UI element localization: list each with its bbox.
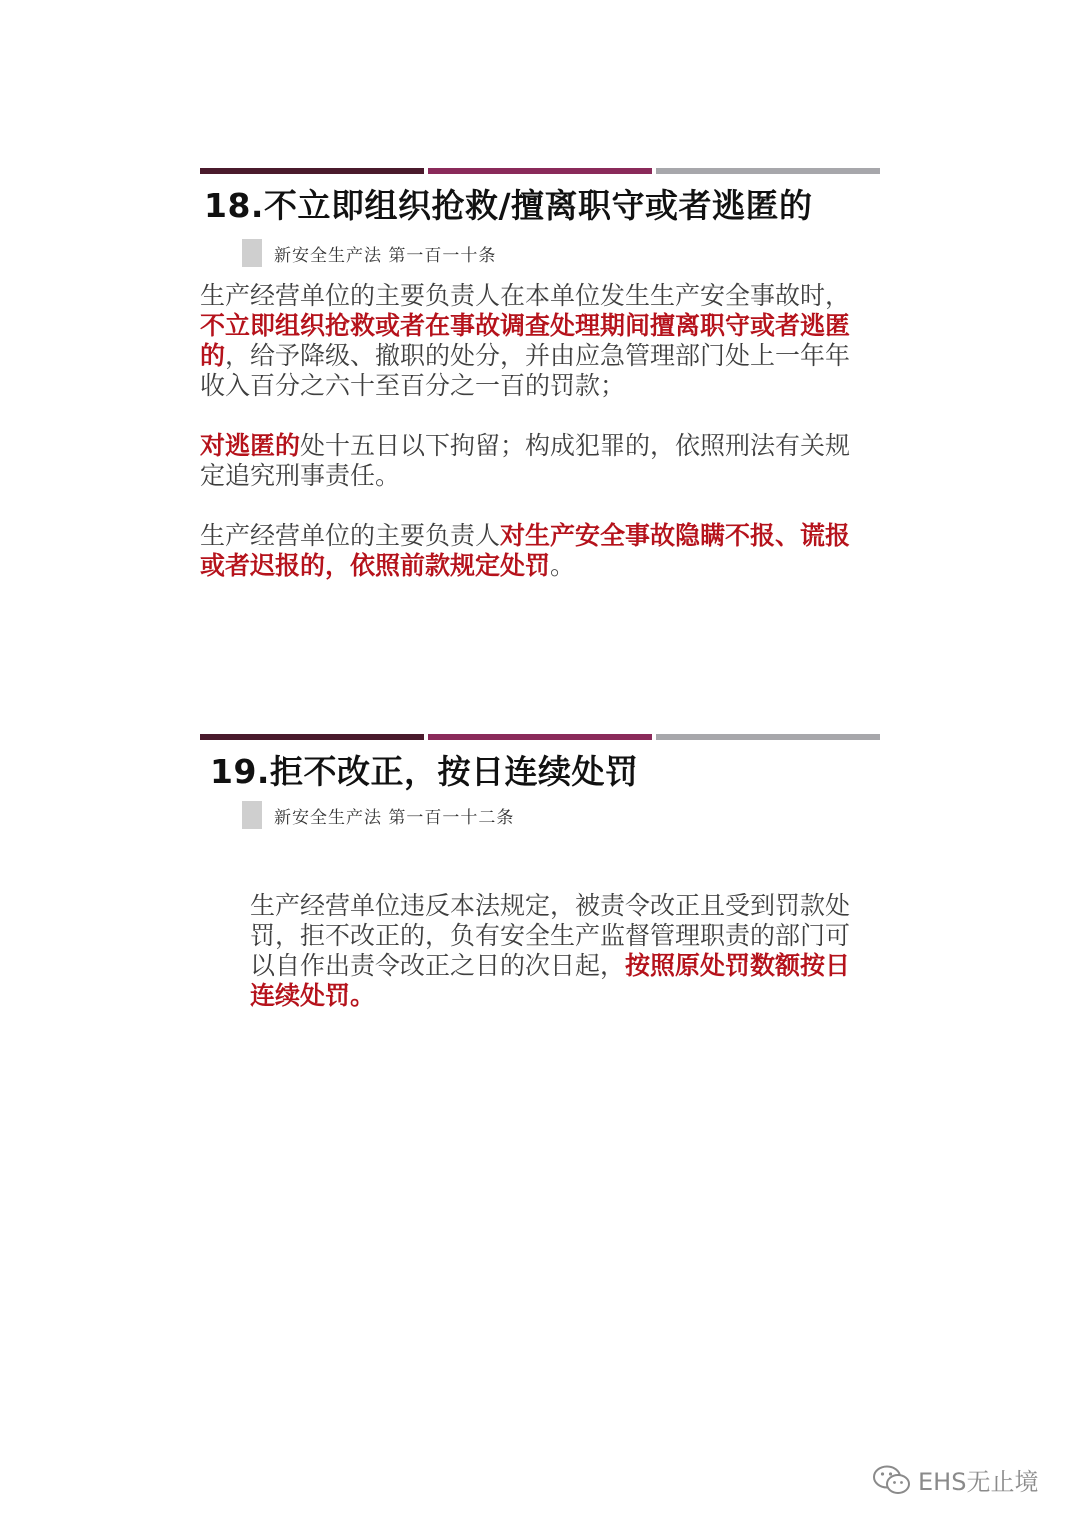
text-run: 生产经营单位的主要负责人在本单位发生生产安全事故时， bbox=[200, 281, 851, 310]
text-run: 。 bbox=[550, 551, 576, 580]
highlight-text: 不立即组织抢救或者在事故调查处理期间擅离职守或者逃匿的 bbox=[200, 311, 851, 370]
law-source bbox=[242, 801, 880, 829]
bar-segment-gray bbox=[656, 734, 880, 740]
wechat-icon bbox=[872, 1464, 912, 1496]
law-source bbox=[242, 239, 880, 267]
text-run: ，给予降级、撤职的处分，并由应急管理部门处上一年年收入百分之六十至百分之一百的罚款； bbox=[200, 341, 851, 400]
bar-segment-purple bbox=[428, 734, 652, 740]
paragraph-1 bbox=[200, 281, 870, 401]
highlight-text: 对生产安全事故隐瞒不报、谎报或者迟报的，依照前款规定处罚 bbox=[200, 521, 851, 580]
paragraph-3 bbox=[200, 521, 870, 581]
paragraph-1 bbox=[250, 891, 860, 1011]
bar-segment-dark bbox=[200, 168, 424, 174]
article-18 bbox=[200, 168, 880, 581]
text-run: 生产经营单位违反本法规定，被责令改正且受到罚款处罚，拒不改正的，负有安全生产监督管理职责的部门可以自作出责令改正之日的次日起， bbox=[250, 891, 851, 980]
paragraph-2 bbox=[200, 431, 870, 491]
article-19 bbox=[200, 734, 880, 1011]
text-run: 处十五日以下拘留；构成犯罪的，依照刑法有关规定追究刑事责任。 bbox=[200, 431, 851, 490]
source-text: 新安全生产法 第一百一十条 bbox=[274, 245, 497, 266]
article-title: 18.不立即组织抢救/擅离职守或者逃匿的 bbox=[204, 186, 813, 225]
source-text: 新安全生产法 第一百一十二条 bbox=[274, 807, 515, 828]
article-title: 19.拒不改正，按日连续处罚 bbox=[210, 752, 639, 791]
header-color-bar bbox=[200, 734, 880, 740]
highlight-text: 对逃匿的 bbox=[200, 431, 301, 460]
watermark-text: EHS无止境 bbox=[918, 1468, 1039, 1496]
watermark bbox=[872, 1462, 1038, 1497]
bar-segment-purple bbox=[428, 168, 652, 174]
highlight-text: 按照原处罚数额按日连续处罚。 bbox=[250, 951, 851, 1010]
source-marker bbox=[242, 239, 262, 267]
text-run: 生产经营单位的主要负责人 bbox=[200, 521, 501, 550]
source-marker bbox=[242, 801, 262, 829]
bar-segment-dark bbox=[200, 734, 424, 740]
header-color-bar bbox=[200, 168, 880, 174]
bar-segment-gray bbox=[656, 168, 880, 174]
